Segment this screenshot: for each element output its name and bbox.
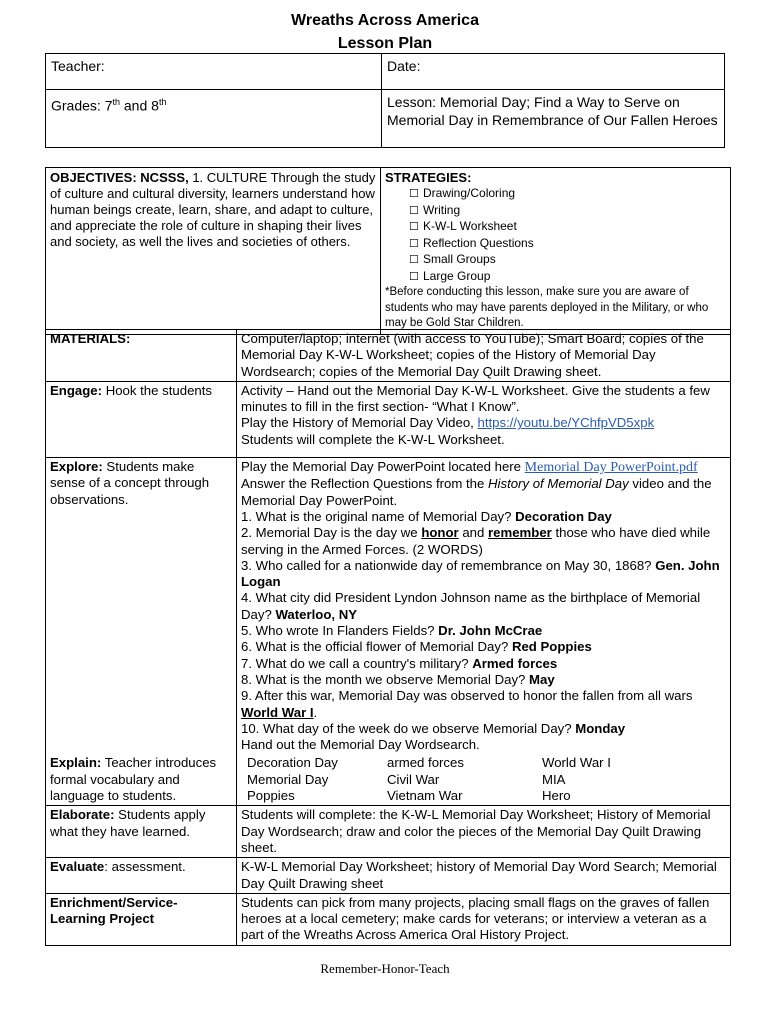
checkbox-icon[interactable]: ☐ bbox=[409, 237, 419, 250]
question-text: those who have died while serving in the Armed Forces. (2 WORDS) bbox=[241, 525, 711, 557]
question-9 bbox=[241, 688, 726, 721]
enrichment-label-cell bbox=[46, 893, 237, 945]
materials-text: Computer/laptop; internet (with access to YouTube); Smart Board; copies of the Memorial Day K-W-L Worksheet; copies of the History of Memorial Day Wordsearch; copies of the Memorial Day Quilt Drawing sheet. bbox=[237, 330, 731, 382]
question-1 bbox=[241, 509, 726, 525]
vocab-word: armed forces bbox=[387, 755, 464, 771]
answer: honor bbox=[421, 525, 459, 541]
evaluate-label-cell bbox=[46, 858, 237, 894]
lesson-text: Lesson: Memorial Day; Find a Way to Serve on Memorial Day in Remembrance of Our Fallen Heroes bbox=[387, 94, 718, 128]
question-3 bbox=[241, 558, 726, 591]
question-text: and bbox=[458, 525, 489, 541]
elaborate-label-cell bbox=[46, 806, 237, 858]
checkbox-icon[interactable]: ☐ bbox=[409, 221, 419, 233]
question-text: 7. What do we call a country's military? bbox=[241, 655, 473, 671]
lesson-table bbox=[45, 329, 731, 946]
elaborate-label: Elaborate: bbox=[50, 807, 115, 823]
question-text: 3. Who called for a nationwide day of remembrance on May 30, 1868? bbox=[241, 557, 656, 573]
answer: Monday bbox=[575, 720, 626, 736]
question-text: 1. What is the original name of Memorial Day? bbox=[241, 508, 516, 524]
materials-label-cell bbox=[46, 330, 237, 382]
explore-label-rest: Students make sense of a concept through observations. bbox=[50, 459, 210, 507]
grades-text-mid: and 8 bbox=[120, 97, 159, 114]
wordsearch-instruction: Hand out the Memorial Day Wordsearch. bbox=[241, 737, 480, 753]
engage-label-cell bbox=[46, 381, 237, 457]
engage-activity: Activity – Hand out the Memorial Day K-W-L Worksheet. Give the students a few minutes to fill in the first section- “What I Know”. bbox=[241, 382, 710, 415]
strategy-item[interactable] bbox=[385, 186, 726, 203]
strategy-label: Small Groups bbox=[423, 252, 496, 266]
strategy-label: Writing bbox=[423, 202, 461, 217]
strategy-label: Drawing/Coloring bbox=[423, 186, 516, 200]
elaborate-label-rest: Students apply what they have learned. bbox=[50, 807, 206, 839]
answer: Decoration Day bbox=[515, 508, 612, 524]
enrichment-text: Students can pick from many projects, placing small flags on the graves of fallen heroes at a local cemetery; make cards for veterans; or interview a veteran as a part of the Wreaths Across America Oral History Project. bbox=[237, 893, 731, 945]
objectives-text: 1. CULTURE Through the study of culture and cultural diversity, learners understand how human beings create, learn, share, and adapt to culture, and appreciate the role of culture in shaping their lives and society, as well the lives and societies of others. bbox=[50, 170, 376, 249]
strategies-cell bbox=[381, 168, 731, 335]
date-cell[interactable] bbox=[382, 54, 725, 90]
answer: Dr. John McCrae bbox=[438, 623, 543, 639]
teacher-label: Teacher: bbox=[51, 58, 105, 74]
explore-intro-text: Play the Memorial Day PowerPoint located here bbox=[241, 459, 525, 475]
explore-label: Explore: bbox=[50, 459, 103, 475]
grades-sup-1: th bbox=[112, 97, 120, 107]
grades-sup-2: th bbox=[158, 97, 167, 107]
engage-label: Engage: bbox=[50, 382, 103, 398]
powerpoint-link[interactable]: Memorial Day PowerPoint.pdf bbox=[524, 460, 698, 476]
evaluate-label-rest: : assessment. bbox=[104, 859, 186, 875]
enrichment-label: Enrichment/Service-Learning Project bbox=[50, 894, 178, 927]
explore-intro-text-3: video and the Memorial Day PowerPoint. bbox=[241, 476, 712, 508]
objectives-cell bbox=[46, 168, 381, 335]
explore-label-cell bbox=[46, 458, 237, 755]
vocab-word: MIA bbox=[542, 771, 566, 787]
lesson-cell bbox=[382, 90, 725, 148]
engage-cell bbox=[237, 381, 731, 457]
grades-cell bbox=[46, 90, 382, 148]
answer: May bbox=[529, 671, 555, 687]
teacher-cell[interactable] bbox=[46, 54, 382, 90]
document-subtitle: Lesson Plan bbox=[337, 35, 433, 52]
vocab-word: Decoration Day bbox=[247, 755, 338, 771]
question-text: 4. What city did President Lyndon Johnson name as the birthplace of Memorial Day? bbox=[241, 590, 701, 622]
question-text: 2. Memorial Day is the day we bbox=[241, 525, 422, 541]
strategy-label: Reflection Questions bbox=[423, 235, 534, 250]
evaluate-text: K-W-L Memorial Day Worksheet; history of Memorial Day Word Search; Memorial Day Quilt Drawing sheet bbox=[237, 858, 731, 894]
video-link[interactable]: https://youtu.be/YChfpVD5xpk bbox=[477, 415, 655, 431]
question-text: 9. After this war, Memorial Day was observed to honor the fallen from all wars bbox=[241, 688, 693, 704]
question-text: 8. What is the month we observe Memorial Day? bbox=[241, 671, 530, 687]
question-7 bbox=[241, 656, 726, 672]
question-text: 6. What is the official flower of Memorial Day? bbox=[241, 639, 512, 655]
date-label: Date: bbox=[387, 58, 421, 74]
engage-label-rest: Hook the students bbox=[102, 382, 212, 398]
explain-label: Explain: bbox=[50, 755, 102, 771]
document-title: Wreaths Across America bbox=[291, 12, 479, 29]
vocab-word: Memorial Day bbox=[247, 771, 329, 787]
strategy-label: Large Group bbox=[423, 268, 491, 283]
answer: Gen. John Logan bbox=[241, 557, 720, 590]
materials-label: MATERIALS: bbox=[50, 331, 131, 346]
vocab-word: Civil War bbox=[387, 771, 440, 787]
engage-complete: Students will complete the K-W-L Worksheet. bbox=[241, 431, 505, 447]
strategy-item[interactable] bbox=[385, 203, 726, 220]
strategy-item[interactable] bbox=[385, 236, 726, 253]
question-2 bbox=[241, 525, 726, 558]
checkbox-icon[interactable]: ☐ bbox=[409, 188, 419, 200]
vocab-word: World War I bbox=[542, 755, 611, 771]
strategies-note: *Before conducting this lesson, make sure you are aware of students who may have parents deployed in the Military, or who may be Gold Star Children. bbox=[385, 286, 709, 329]
strategy-item[interactable] bbox=[385, 219, 726, 236]
explore-intro bbox=[241, 459, 726, 509]
strategy-item[interactable] bbox=[385, 269, 726, 286]
checkbox-icon[interactable]: ☐ bbox=[409, 270, 419, 283]
grades-text: Grades: 7 bbox=[51, 97, 113, 114]
explain-cell bbox=[237, 754, 731, 805]
question-text: . bbox=[313, 704, 318, 720]
answer: World War I bbox=[241, 704, 314, 720]
vocab-word: Vietnam War bbox=[387, 788, 463, 804]
strategies-label: STRATEGIES: bbox=[385, 170, 472, 185]
answer: Red Poppies bbox=[511, 639, 592, 655]
question-4 bbox=[241, 590, 726, 623]
objectives-label: OBJECTIVES: NCSSS, bbox=[50, 170, 189, 185]
objectives-table bbox=[45, 167, 731, 335]
checkbox-icon[interactable]: ☐ bbox=[409, 204, 419, 217]
explore-cell bbox=[237, 458, 731, 755]
evaluate-label: Evaluate bbox=[50, 859, 105, 875]
explore-intro-text-2: Answer the Reflection Questions from the bbox=[241, 476, 489, 492]
question-5 bbox=[241, 623, 726, 639]
footer-motto: Remember-Honor-Teach bbox=[320, 961, 450, 976]
answer: Waterloo, NY bbox=[275, 606, 358, 622]
explain-label-cell bbox=[46, 754, 237, 805]
explain-label-rest: Teacher introduces formal vocabulary and language to students. bbox=[50, 755, 217, 804]
info-table bbox=[45, 53, 725, 148]
engage-video-text: Play the History of Memorial Day Video, bbox=[241, 415, 478, 431]
engage-video-line bbox=[241, 415, 726, 431]
strategy-label: K-W-L Worksheet bbox=[423, 219, 517, 233]
question-text: 10. What day of the week do we observe Memorial Day? bbox=[241, 720, 576, 736]
question-10 bbox=[241, 721, 726, 737]
checkbox-icon[interactable]: ☐ bbox=[409, 254, 419, 266]
explore-intro-italic: History of Memorial Day bbox=[488, 476, 629, 492]
vocabulary-grid bbox=[241, 755, 726, 804]
elaborate-text: Students will complete: the K-W-L Memorial Day Worksheet; History of Memorial Day Wordsearch; draw and color the pieces of the Memorial Day Quilt Drawing sheet. bbox=[237, 806, 731, 858]
question-text: 5. Who wrote In Flanders Fields? bbox=[241, 623, 439, 639]
vocab-word: Hero bbox=[542, 788, 571, 804]
vocab-word: Poppies bbox=[247, 788, 295, 804]
question-6 bbox=[241, 639, 726, 655]
question-8 bbox=[241, 672, 726, 688]
answer: Armed forces bbox=[472, 655, 558, 671]
answer: remember bbox=[488, 525, 552, 541]
strategy-item[interactable] bbox=[385, 252, 726, 269]
